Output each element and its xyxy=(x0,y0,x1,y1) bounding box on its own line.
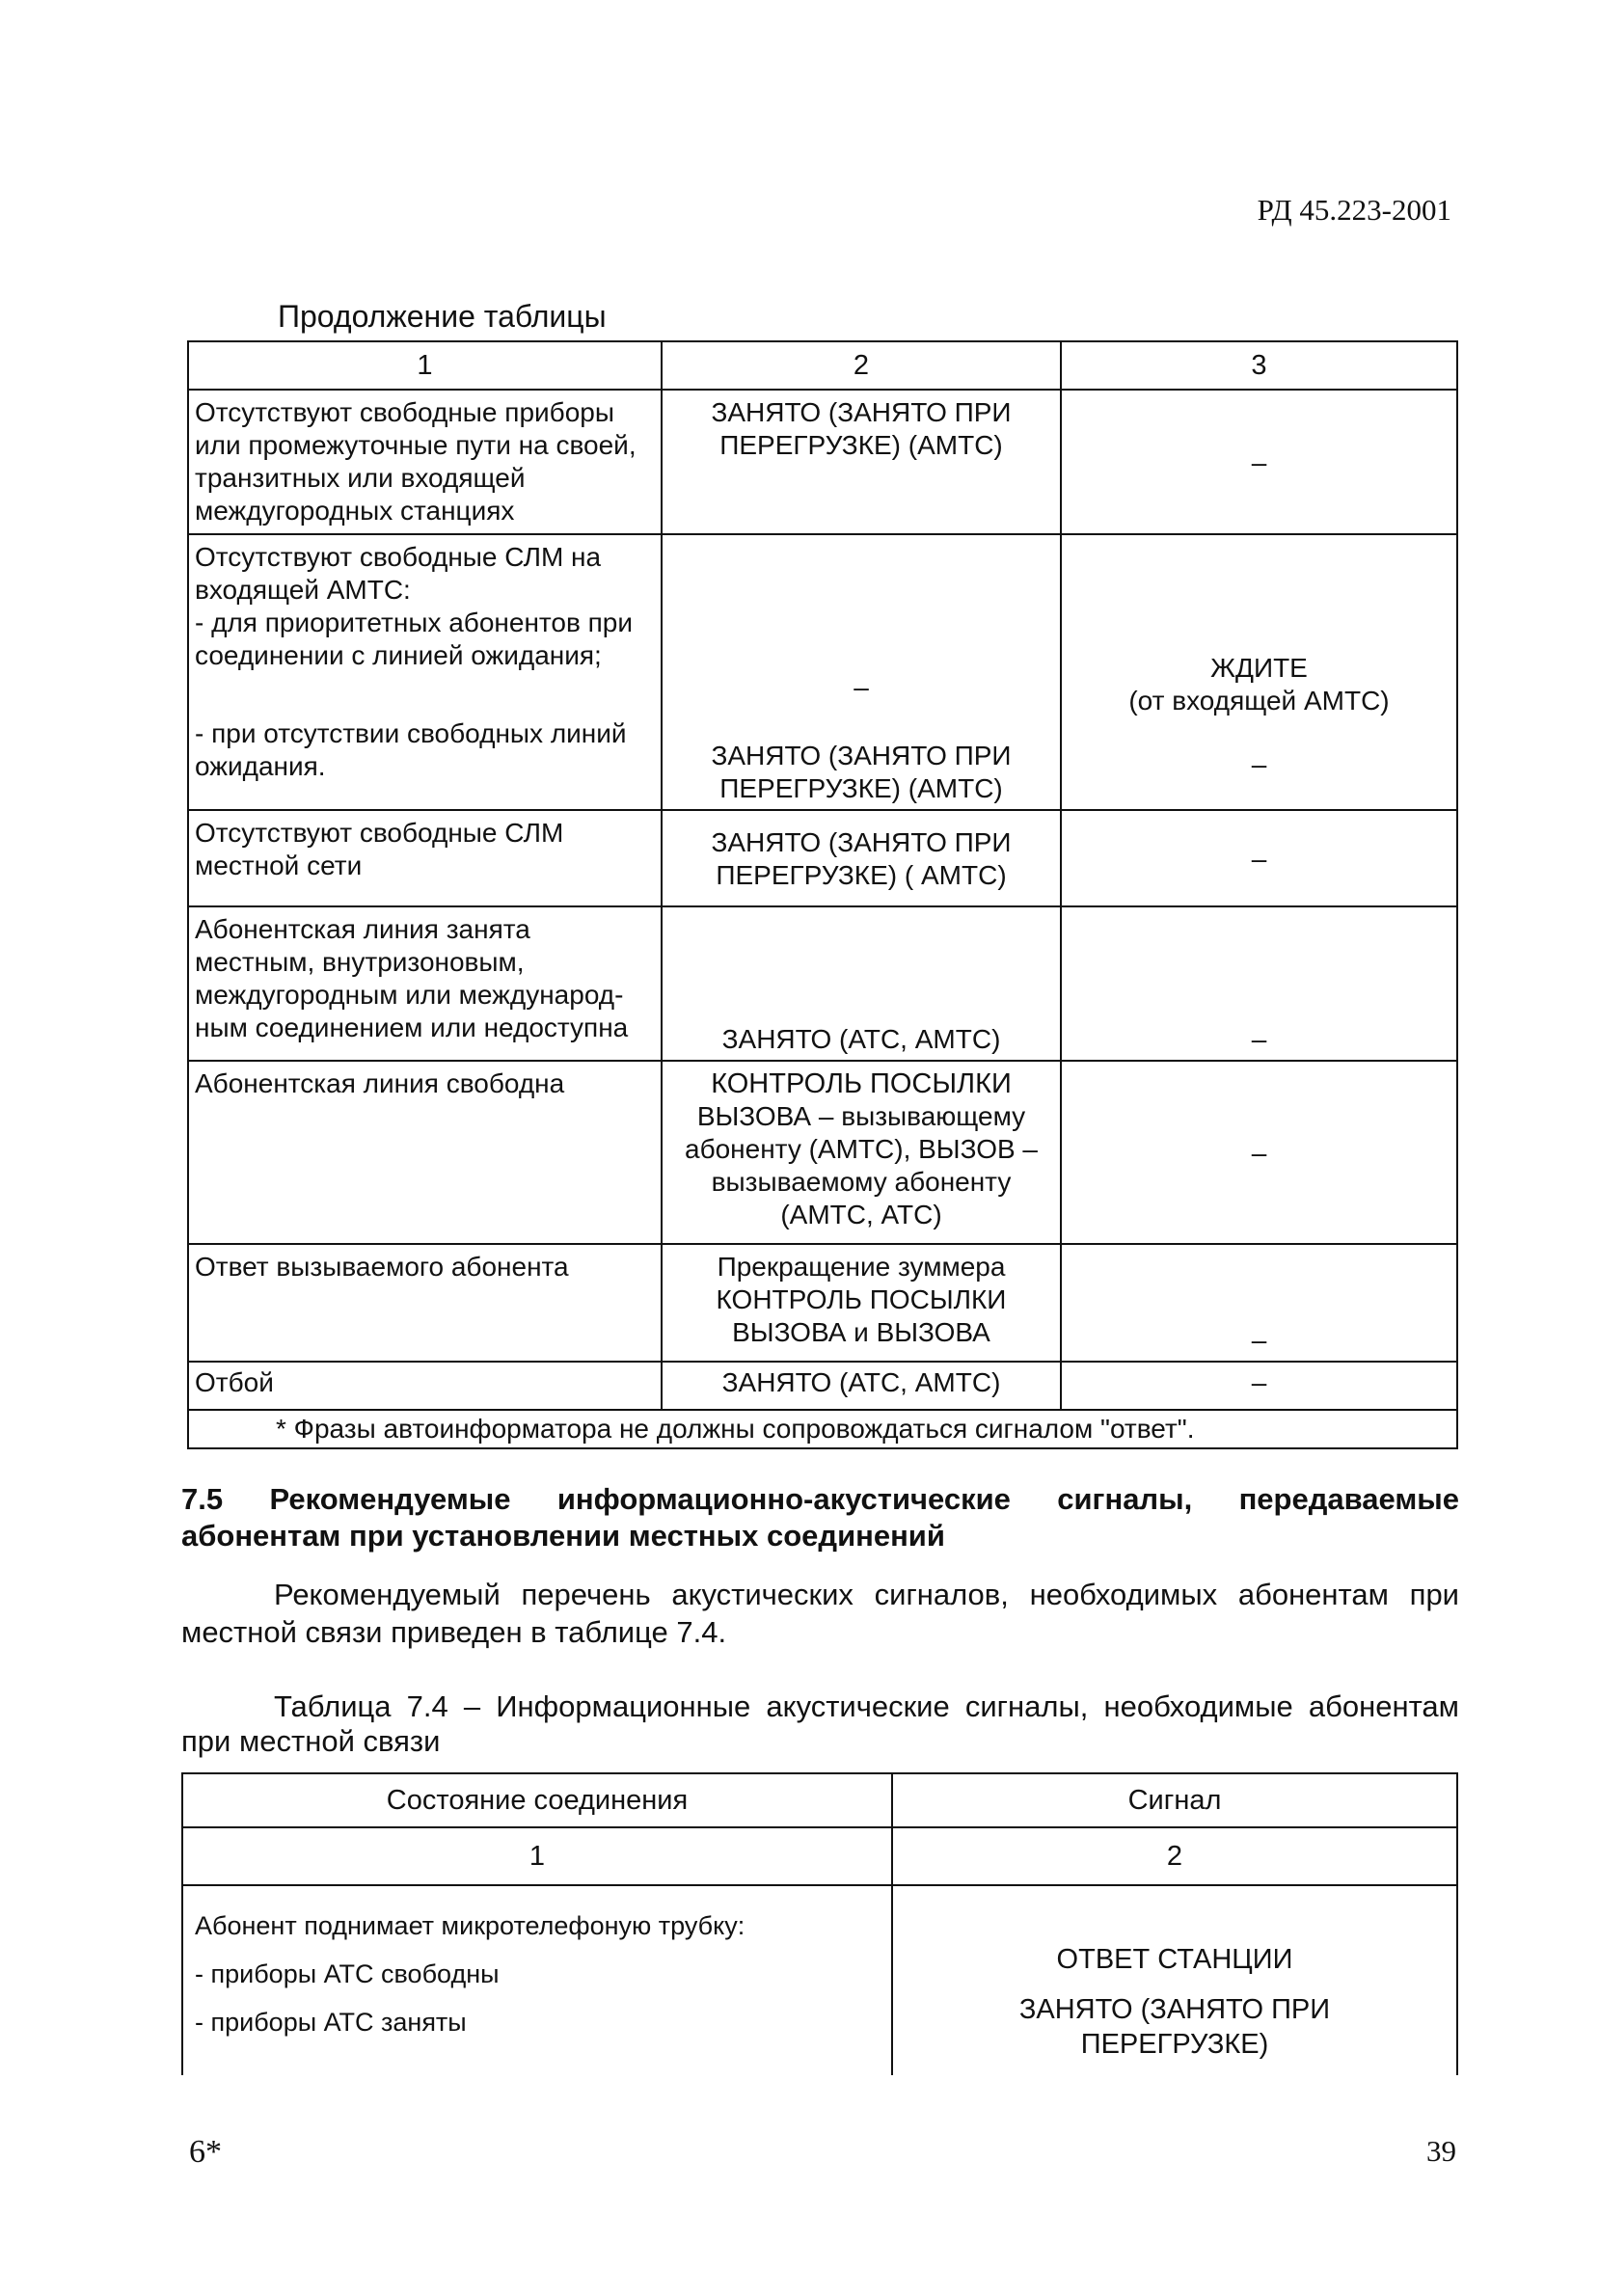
signal-cell xyxy=(662,717,1061,810)
signal-cell xyxy=(662,1244,1061,1362)
table-header-row xyxy=(182,1773,1457,1827)
cell-line: Отсутствуют свободные приборы xyxy=(195,397,614,427)
dash: – xyxy=(1251,447,1267,477)
cell-line: ным соединением или недоступна xyxy=(195,1013,629,1042)
cell-line: местной сети xyxy=(195,851,363,880)
cell-line: Абонент поднимает микротелефоную трубку: xyxy=(195,1911,745,1940)
column-number-row xyxy=(182,1827,1457,1885)
column-number: 2 xyxy=(892,1827,1457,1885)
note-cell xyxy=(1061,534,1457,717)
section-title: 7.5 Рекомендуемые информационно-акустические сигналы, передаваемые абонентам при установлении местных соединений xyxy=(181,1482,1459,1553)
table-7-4 xyxy=(181,1772,1458,2075)
cell-line: ЗАНЯТО (ЗАНЯТО ПРИ xyxy=(1018,1994,1331,2025)
table-header-row xyxy=(188,341,1457,390)
cell-line: ЖДИТЕ xyxy=(1210,653,1308,683)
cell-line: абоненту (АМТС), ВЫЗОВ – xyxy=(685,1134,1038,1164)
column-header: Сигнал xyxy=(892,1773,1457,1827)
cell-line: транзитных или входящей xyxy=(195,463,526,493)
cell-line: ПЕРЕГРУЗКЕ) xyxy=(1080,2029,1269,2060)
cell-line: ОТВЕТ СТАНЦИИ xyxy=(1056,1944,1293,1975)
note-cell xyxy=(1061,906,1457,1061)
cell-line: - приборы АТС заняты xyxy=(195,2008,467,2037)
note-cell xyxy=(1061,390,1457,534)
signal-cell xyxy=(662,810,1061,906)
condition-cell xyxy=(188,1362,662,1410)
column-number: 1 xyxy=(188,341,662,390)
cell-line: Ответ вызываемого абонента xyxy=(195,1252,569,1282)
cell-line: Отсутствуют свободные СЛМ xyxy=(195,818,564,848)
dash: – xyxy=(1251,1138,1267,1168)
continuation-table xyxy=(187,340,1458,1449)
signal-cell xyxy=(662,534,1061,717)
cell-line: ВЫЗОВА – вызывающему xyxy=(696,1101,1026,1131)
cell-line: Отсутствуют свободные СЛМ на xyxy=(195,542,602,572)
note-cell xyxy=(1061,1061,1457,1244)
cell-line: ЗАНЯТО (ЗАНЯТО ПРИ xyxy=(711,827,1012,857)
table-caption: Таблица 7.4 – Информационные акустические сигналы, необходимые абонентам при местной связи xyxy=(181,1689,1459,1758)
cell-line: Абонентская линия занята xyxy=(195,914,530,944)
table-row xyxy=(188,810,1457,906)
signal-cell xyxy=(662,906,1061,1061)
column-number: 1 xyxy=(182,1827,892,1885)
page-number: 39 xyxy=(1426,2134,1456,2168)
cell-line: ПЕРЕГРУЗКЕ) ( АМТС) xyxy=(716,860,1007,890)
footnote: * Фразы автоинформатора не должны сопровождаться сигналом "ответ". xyxy=(188,1410,1457,1448)
signal-cell xyxy=(662,1362,1061,1410)
signal-cell xyxy=(892,1885,1457,2075)
table-row xyxy=(182,1885,1457,2075)
dash: – xyxy=(1251,1024,1267,1054)
dash: – xyxy=(1251,748,1267,779)
cell-line: соединении с линией ожидания; xyxy=(195,640,602,670)
cell-line: КОНТРОЛЬ ПОСЫЛКИ xyxy=(716,1284,1007,1314)
cell-line: или промежуточные пути на своей, xyxy=(195,430,637,460)
condition-cell xyxy=(188,534,662,717)
column-number: 3 xyxy=(1061,341,1457,390)
document-code: РД 45.223-2001 xyxy=(1257,193,1451,227)
note-cell xyxy=(1061,1244,1457,1362)
column-number: 2 xyxy=(662,341,1061,390)
cell-line: междугородным или международ- xyxy=(195,980,624,1010)
note-cell xyxy=(1061,810,1457,906)
footnote-row xyxy=(188,1410,1457,1448)
note-cell xyxy=(1061,717,1457,810)
condition-cell xyxy=(188,810,662,906)
cell-line: местным, внутризоновым, xyxy=(195,947,525,977)
condition-cell xyxy=(188,717,662,810)
cell-line: ЗАНЯТО (АТС, АМТС) xyxy=(721,1024,1001,1054)
cell-line: (АМТС, АТС) xyxy=(780,1200,942,1229)
cell-line: ПЕРЕГРУЗКЕ) (АМТС) xyxy=(719,430,1003,460)
table-row xyxy=(188,1362,1457,1410)
cell-line: междугородных станциях xyxy=(195,496,515,526)
section-paragraph: Рекомендуемый перечень акустических сигналов, необходимых абонентам при местной связи приведен в таблице 7.4. xyxy=(181,1578,1459,1649)
cell-line: (от входящей АМТС) xyxy=(1128,686,1390,716)
table-row xyxy=(188,534,1457,717)
cell-line: Прекращение зуммера xyxy=(717,1252,1006,1282)
dash: – xyxy=(1251,1325,1267,1355)
table-row xyxy=(188,717,1457,810)
dash: – xyxy=(1251,1367,1267,1397)
signal-cell xyxy=(662,390,1061,534)
condition-cell xyxy=(188,1061,662,1244)
table-row xyxy=(188,1061,1457,1244)
signal-cell xyxy=(662,1061,1061,1244)
condition-cell xyxy=(188,906,662,1061)
cell-line: ЗАНЯТО (ЗАНЯТО ПРИ xyxy=(711,741,1012,770)
cell-line: вызываемому абоненту xyxy=(711,1167,1012,1197)
cell-line: - при отсутствии свободных линий xyxy=(195,718,627,748)
condition-cell xyxy=(182,1885,892,2075)
dash: – xyxy=(854,672,869,702)
note-cell xyxy=(1061,1362,1457,1410)
cell-line: - для приоритетных абонентов при xyxy=(195,608,634,637)
table-row xyxy=(188,390,1457,534)
condition-cell xyxy=(188,1244,662,1362)
column-header: Состояние соединения xyxy=(182,1773,892,1827)
cell-line: ожидания. xyxy=(195,751,326,781)
continuation-label: Продолжение таблицы xyxy=(278,299,607,334)
cell-line: ЗАНЯТО (АТС, АМТС) xyxy=(721,1367,1001,1397)
table-row xyxy=(188,906,1457,1061)
dash: – xyxy=(1251,844,1267,874)
cell-line: Абонентская линия свободна xyxy=(195,1068,565,1098)
footer-mark: 6* xyxy=(189,2134,222,2170)
cell-line: входящей АМТС: xyxy=(195,575,411,605)
table-row xyxy=(188,1244,1457,1362)
cell-line: ПЕРЕГРУЗКЕ) (АМТС) xyxy=(719,773,1003,803)
cell-line: ВЫЗОВА и ВЫЗОВА xyxy=(732,1317,990,1347)
cell-line: ЗАНЯТО (ЗАНЯТО ПРИ xyxy=(711,397,1012,427)
condition-cell xyxy=(188,390,662,534)
cell-line: - приборы АТС свободны xyxy=(195,1959,500,1988)
cell-line: КОНТРОЛЬ ПОСЫЛКИ xyxy=(711,1068,1012,1099)
cell-line: Отбой xyxy=(195,1367,274,1397)
